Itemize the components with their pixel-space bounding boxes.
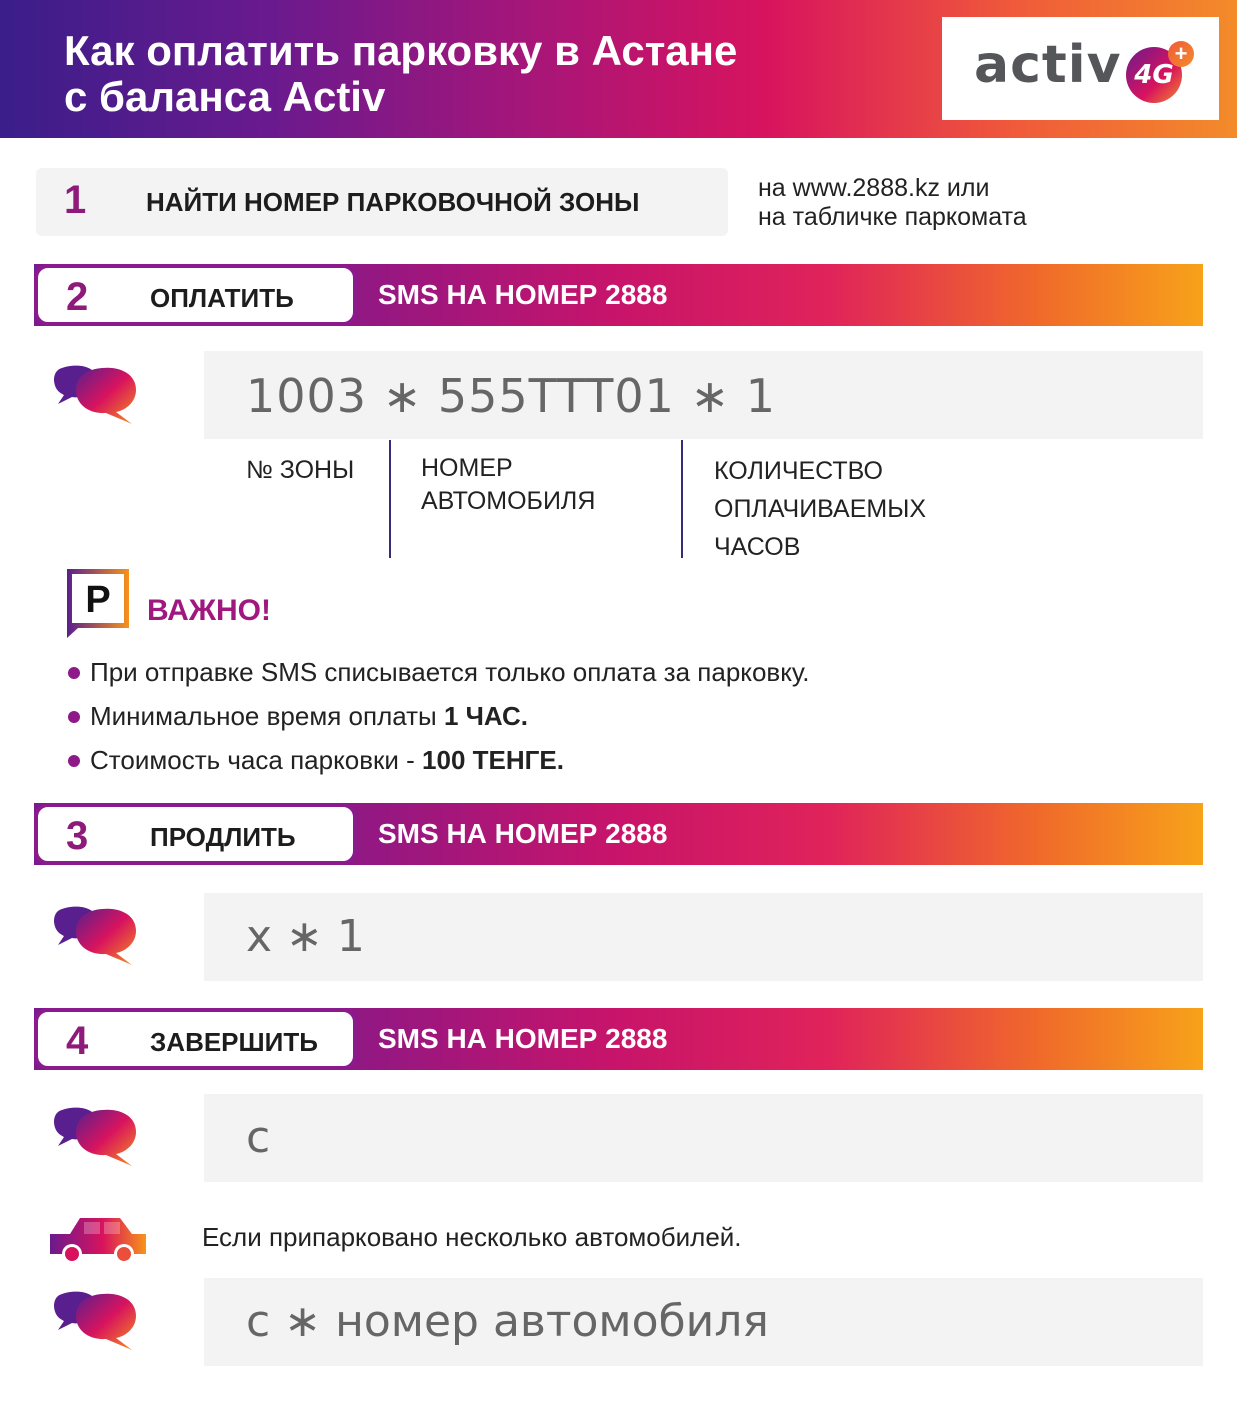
step-4-number: 4	[66, 1019, 89, 1063]
activ-logo	[942, 17, 1219, 120]
step-1-number: 1	[64, 178, 87, 222]
page-title: Как оплатить парковку в Астане с баланса Activ	[64, 27, 738, 120]
step-3-number: 3	[66, 814, 89, 858]
step-3-bar	[34, 803, 1203, 865]
step-2-pill	[34, 264, 357, 326]
sms-car-number: 555TTT01	[437, 369, 675, 423]
chat-bubbles-icon	[52, 1104, 142, 1170]
step-1-note: на www.2888.kz или на табличке паркомата	[758, 174, 1027, 231]
step-2-label: ОПЛАТИТЬ	[150, 283, 294, 313]
parking-sign-letter: P	[85, 579, 111, 621]
list-item: При отправке SMS списывается только оплата за парковку.	[68, 654, 810, 698]
important-list	[68, 654, 810, 786]
parking-sign-icon	[64, 566, 132, 638]
sms-template-extend	[204, 893, 1203, 981]
chat-bubbles-icon	[52, 903, 142, 969]
field-label-zone: № ЗОНЫ	[246, 456, 355, 484]
field-label-hours: КОЛИЧЕСТВО ОПЛАЧИВАЕМЫХ ЧАСОВ	[714, 457, 926, 561]
step-3-sms-number: SMS НА НОМЕР 2888	[378, 818, 668, 849]
logo-4g-badge: 4G	[1126, 47, 1182, 103]
divider	[681, 440, 683, 558]
sms-template-finish	[204, 1094, 1203, 1182]
chat-bubbles-icon	[52, 1288, 142, 1354]
sms-pay-text	[246, 369, 776, 423]
step-4-label: ЗАВЕРШИТЬ	[150, 1027, 318, 1057]
sms-template-finish-car	[204, 1278, 1203, 1366]
list-item: Стоимость часа парковки - 100 ТЕНГЕ.	[68, 742, 810, 786]
step-2-sms-number: SMS НА НОМЕР 2888	[378, 279, 668, 310]
step-2-number: 2	[66, 275, 89, 319]
step-4-sms-number: SMS НА НОМЕР 2888	[378, 1023, 668, 1054]
step-1-box	[36, 168, 728, 236]
list-item: Минимальное время оплаты 1 ЧАС.	[68, 698, 810, 742]
sms-finish-car-text: с ∗ номер автомобиля	[246, 1296, 769, 1347]
chat-bubbles-icon	[52, 362, 142, 428]
step-1-label: НАЙТИ НОМЕР ПАРКОВОЧНОЙ ЗОНЫ	[146, 187, 640, 217]
field-label-car: НОМЕР АВТОМОБИЛЯ	[421, 454, 596, 515]
sms-finish-text: с	[246, 1112, 271, 1163]
logo-plus-icon: +	[1168, 41, 1194, 67]
multi-car-note: Если припарковано несколько автомобилей.	[202, 1222, 742, 1252]
sms-separator: ∗	[382, 369, 423, 423]
step-3-label: ПРОДЛИТЬ	[150, 822, 296, 852]
important-heading: ВАЖНО!	[147, 594, 271, 627]
header-banner	[0, 0, 1237, 138]
sms-template-pay	[204, 351, 1203, 439]
step-4-bar	[34, 1008, 1203, 1070]
sms-hours: 1	[745, 369, 776, 423]
sms-extend-text: x ∗ 1	[246, 911, 365, 962]
divider	[389, 440, 391, 558]
logo-wordmark: activ	[974, 35, 1122, 95]
car-icon	[48, 1212, 148, 1264]
step-3-pill	[34, 803, 357, 865]
sms-zone-code: 1003	[246, 369, 368, 423]
step-4-pill	[34, 1008, 357, 1070]
sms-separator: ∗	[690, 369, 731, 423]
step-2-bar	[34, 264, 1203, 326]
